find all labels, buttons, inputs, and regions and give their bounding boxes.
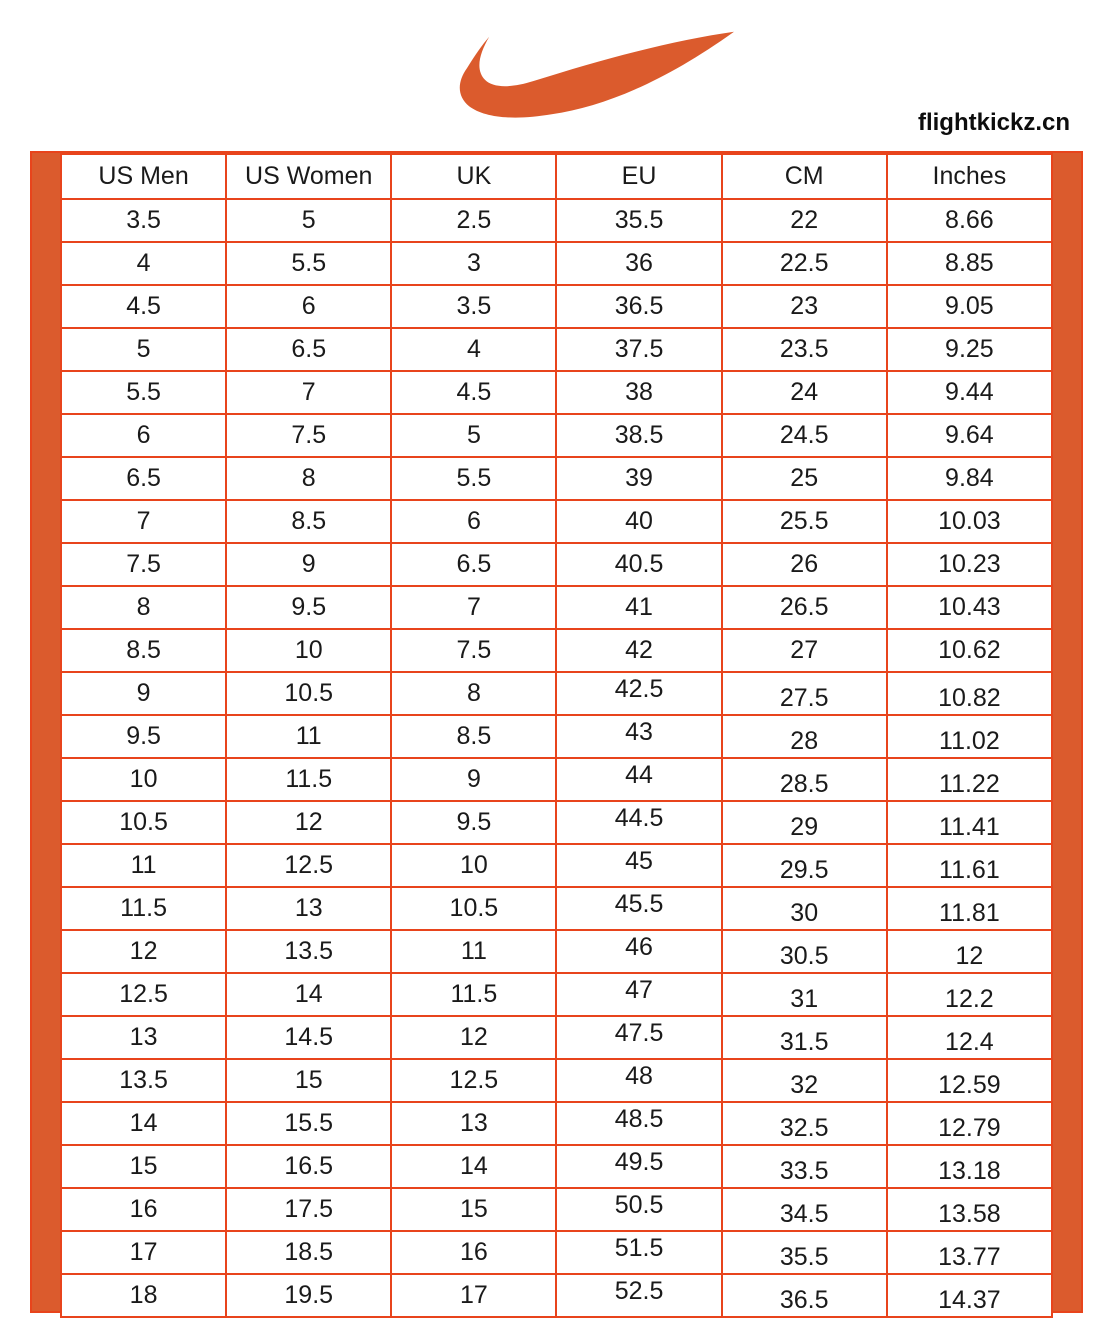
size-cell: 10.43 (887, 586, 1052, 629)
size-cell: 13 (226, 887, 391, 930)
size-cell: 15 (61, 1145, 226, 1188)
size-cell: 5 (226, 199, 391, 242)
size-cell: 4 (391, 328, 556, 371)
table-row (61, 543, 1052, 586)
size-cell: 22 (722, 199, 887, 242)
size-cell: 40.5 (556, 543, 721, 586)
size-cell: 42 (556, 629, 721, 672)
nike-swoosh-icon (455, 27, 735, 121)
table-row (61, 758, 1052, 801)
size-cell: 14 (61, 1102, 226, 1145)
size-cell: 28.5 (722, 758, 887, 801)
size-cell: 11.5 (61, 887, 226, 930)
size-cell: 35.5 (722, 1231, 887, 1274)
size-cell: 51.5 (556, 1231, 721, 1274)
size-cell: 9.64 (887, 414, 1052, 457)
size-cell: 16 (391, 1231, 556, 1274)
size-cell: 8.5 (226, 500, 391, 543)
table-row (61, 328, 1052, 371)
size-chart (30, 151, 1083, 1313)
table-row (61, 1188, 1052, 1231)
table-row (61, 973, 1052, 1016)
column-header: UK (391, 154, 556, 199)
size-cell: 12.79 (887, 1102, 1052, 1145)
size-cell: 5.5 (226, 242, 391, 285)
size-cell: 27.5 (722, 672, 887, 715)
table-row (61, 1274, 1052, 1317)
size-cell: 50.5 (556, 1188, 721, 1231)
size-cell: 8.85 (887, 242, 1052, 285)
size-cell: 5 (61, 328, 226, 371)
table-row (61, 887, 1052, 930)
size-cell: 25.5 (722, 500, 887, 543)
size-cell: 29 (722, 801, 887, 844)
header-row (61, 154, 1052, 199)
size-cell: 8 (391, 672, 556, 715)
table-row (61, 844, 1052, 887)
size-cell: 24.5 (722, 414, 887, 457)
size-cell: 47.5 (556, 1016, 721, 1059)
size-cell: 10 (226, 629, 391, 672)
size-cell: 7.5 (391, 629, 556, 672)
size-cell: 46 (556, 930, 721, 973)
size-cell: 5.5 (61, 371, 226, 414)
size-cell: 14.5 (226, 1016, 391, 1059)
size-cell: 4.5 (391, 371, 556, 414)
size-cell: 47 (556, 973, 721, 1016)
size-cell: 30.5 (722, 930, 887, 973)
size-cell: 3.5 (391, 285, 556, 328)
size-cell: 18 (61, 1274, 226, 1317)
table-row (61, 414, 1052, 457)
size-cell: 32.5 (722, 1102, 887, 1145)
table-row (61, 801, 1052, 844)
size-cell: 14.37 (887, 1274, 1052, 1317)
size-cell: 8.5 (391, 715, 556, 758)
size-cell: 30 (722, 887, 887, 930)
size-cell: 7 (61, 500, 226, 543)
size-cell: 13 (61, 1016, 226, 1059)
table-row (61, 242, 1052, 285)
column-header: EU (556, 154, 721, 199)
column-header: US Women (226, 154, 391, 199)
size-cell: 9 (226, 543, 391, 586)
size-cell: 7.5 (61, 543, 226, 586)
size-cell: 9.84 (887, 457, 1052, 500)
size-cell: 12 (226, 801, 391, 844)
nike-swoosh-logo (455, 27, 735, 121)
size-cell: 11.22 (887, 758, 1052, 801)
size-cell: 9.05 (887, 285, 1052, 328)
size-cell: 12.59 (887, 1059, 1052, 1102)
size-cell: 41 (556, 586, 721, 629)
size-cell: 10.5 (61, 801, 226, 844)
size-cell: 8.66 (887, 199, 1052, 242)
size-cell: 11 (61, 844, 226, 887)
size-cell: 45 (556, 844, 721, 887)
size-cell: 13.58 (887, 1188, 1052, 1231)
size-cell: 11 (391, 930, 556, 973)
size-cell: 11.81 (887, 887, 1052, 930)
left-accent-bar (32, 153, 60, 1311)
size-cell: 12.4 (887, 1016, 1052, 1059)
size-cell: 44.5 (556, 801, 721, 844)
size-cell: 31 (722, 973, 887, 1016)
size-cell: 39 (556, 457, 721, 500)
table-row (61, 629, 1052, 672)
size-cell: 3 (391, 242, 556, 285)
size-cell: 10 (391, 844, 556, 887)
size-cell: 13.5 (61, 1059, 226, 1102)
size-cell: 52.5 (556, 1274, 721, 1317)
size-cell: 6 (61, 414, 226, 457)
table-row (61, 371, 1052, 414)
size-cell: 11.5 (226, 758, 391, 801)
size-cell: 32 (722, 1059, 887, 1102)
size-cell: 17 (391, 1274, 556, 1317)
size-cell: 26.5 (722, 586, 887, 629)
size-cell: 38.5 (556, 414, 721, 457)
size-cell: 13.18 (887, 1145, 1052, 1188)
size-cell: 27 (722, 629, 887, 672)
size-cell: 48.5 (556, 1102, 721, 1145)
size-cell: 12 (391, 1016, 556, 1059)
size-cell: 6.5 (61, 457, 226, 500)
size-cell: 12.2 (887, 973, 1052, 1016)
table-row (61, 715, 1052, 758)
size-cell: 8 (61, 586, 226, 629)
size-cell: 28 (722, 715, 887, 758)
size-cell: 42.5 (556, 672, 721, 715)
size-cell: 9.5 (61, 715, 226, 758)
size-cell: 7 (391, 586, 556, 629)
size-cell: 15 (391, 1188, 556, 1231)
size-cell: 36.5 (722, 1274, 887, 1317)
size-cell: 12.5 (226, 844, 391, 887)
size-cell: 13.77 (887, 1231, 1052, 1274)
size-cell: 38 (556, 371, 721, 414)
size-cell: 16 (61, 1188, 226, 1231)
table-row (61, 586, 1052, 629)
table-row (61, 1145, 1052, 1188)
size-cell: 11.61 (887, 844, 1052, 887)
table-row (61, 500, 1052, 543)
table-row (61, 930, 1052, 973)
site-name: flightkickz.cn (917, 109, 1070, 136)
size-cell: 6.5 (391, 543, 556, 586)
size-cell: 3.5 (61, 199, 226, 242)
size-cell: 25 (722, 457, 887, 500)
size-cell: 2.5 (391, 199, 556, 242)
size-cell: 10 (61, 758, 226, 801)
column-header: US Men (61, 154, 226, 199)
size-cell: 8 (226, 457, 391, 500)
size-cell: 11 (226, 715, 391, 758)
size-cell: 10.5 (226, 672, 391, 715)
size-cell: 45.5 (556, 887, 721, 930)
size-cell: 10.62 (887, 629, 1052, 672)
right-accent-bar (1053, 153, 1081, 1311)
size-cell: 33.5 (722, 1145, 887, 1188)
size-cell: 8.5 (61, 629, 226, 672)
size-conversion-table (60, 153, 1053, 1318)
size-cell: 4.5 (61, 285, 226, 328)
size-cell: 7 (226, 371, 391, 414)
size-cell: 13.5 (226, 930, 391, 973)
size-cell: 9 (391, 758, 556, 801)
size-cell: 16.5 (226, 1145, 391, 1188)
size-cell: 12.5 (391, 1059, 556, 1102)
size-cell: 19.5 (226, 1274, 391, 1317)
size-cell: 9.5 (226, 586, 391, 629)
size-cell: 48 (556, 1059, 721, 1102)
size-cell: 17.5 (226, 1188, 391, 1231)
table-row (61, 1231, 1052, 1274)
size-cell: 15.5 (226, 1102, 391, 1145)
size-cell: 24 (722, 371, 887, 414)
size-cell: 23.5 (722, 328, 887, 371)
size-cell: 43 (556, 715, 721, 758)
table-row (61, 1059, 1052, 1102)
size-cell: 12 (887, 930, 1052, 973)
size-cell: 5 (391, 414, 556, 457)
size-cell: 12 (61, 930, 226, 973)
table-row (61, 199, 1052, 242)
size-cell: 35.5 (556, 199, 721, 242)
size-cell: 9.25 (887, 328, 1052, 371)
size-cell: 6.5 (226, 328, 391, 371)
size-cell: 40 (556, 500, 721, 543)
size-cell: 10.82 (887, 672, 1052, 715)
size-cell: 9.5 (391, 801, 556, 844)
size-cell: 22.5 (722, 242, 887, 285)
size-cell: 31.5 (722, 1016, 887, 1059)
size-cell: 10.5 (391, 887, 556, 930)
size-cell: 18.5 (226, 1231, 391, 1274)
size-cell: 17 (61, 1231, 226, 1274)
size-cell: 11.41 (887, 801, 1052, 844)
size-cell: 12.5 (61, 973, 226, 1016)
size-cell: 9.44 (887, 371, 1052, 414)
size-cell: 5.5 (391, 457, 556, 500)
table-row (61, 672, 1052, 715)
size-cell: 14 (226, 973, 391, 1016)
size-cell: 11.5 (391, 973, 556, 1016)
size-cell: 49.5 (556, 1145, 721, 1188)
size-cell: 11.02 (887, 715, 1052, 758)
size-cell: 9 (61, 672, 226, 715)
table-row (61, 285, 1052, 328)
size-cell: 44 (556, 758, 721, 801)
size-cell: 6 (226, 285, 391, 328)
size-cell: 15 (226, 1059, 391, 1102)
size-cell: 34.5 (722, 1188, 887, 1231)
size-cell: 10.03 (887, 500, 1052, 543)
size-cell: 4 (61, 242, 226, 285)
column-header: CM (722, 154, 887, 199)
table-row (61, 1016, 1052, 1059)
size-cell: 26 (722, 543, 887, 586)
size-cell: 13 (391, 1102, 556, 1145)
size-cell: 14 (391, 1145, 556, 1188)
size-cell: 23 (722, 285, 887, 328)
table-row (61, 457, 1052, 500)
table-body (61, 199, 1052, 1317)
size-cell: 36.5 (556, 285, 721, 328)
column-header: Inches (887, 154, 1052, 199)
size-cell: 10.23 (887, 543, 1052, 586)
size-cell: 7.5 (226, 414, 391, 457)
size-cell: 6 (391, 500, 556, 543)
table-row (61, 1102, 1052, 1145)
size-cell: 37.5 (556, 328, 721, 371)
size-cell: 29.5 (722, 844, 887, 887)
size-cell: 36 (556, 242, 721, 285)
